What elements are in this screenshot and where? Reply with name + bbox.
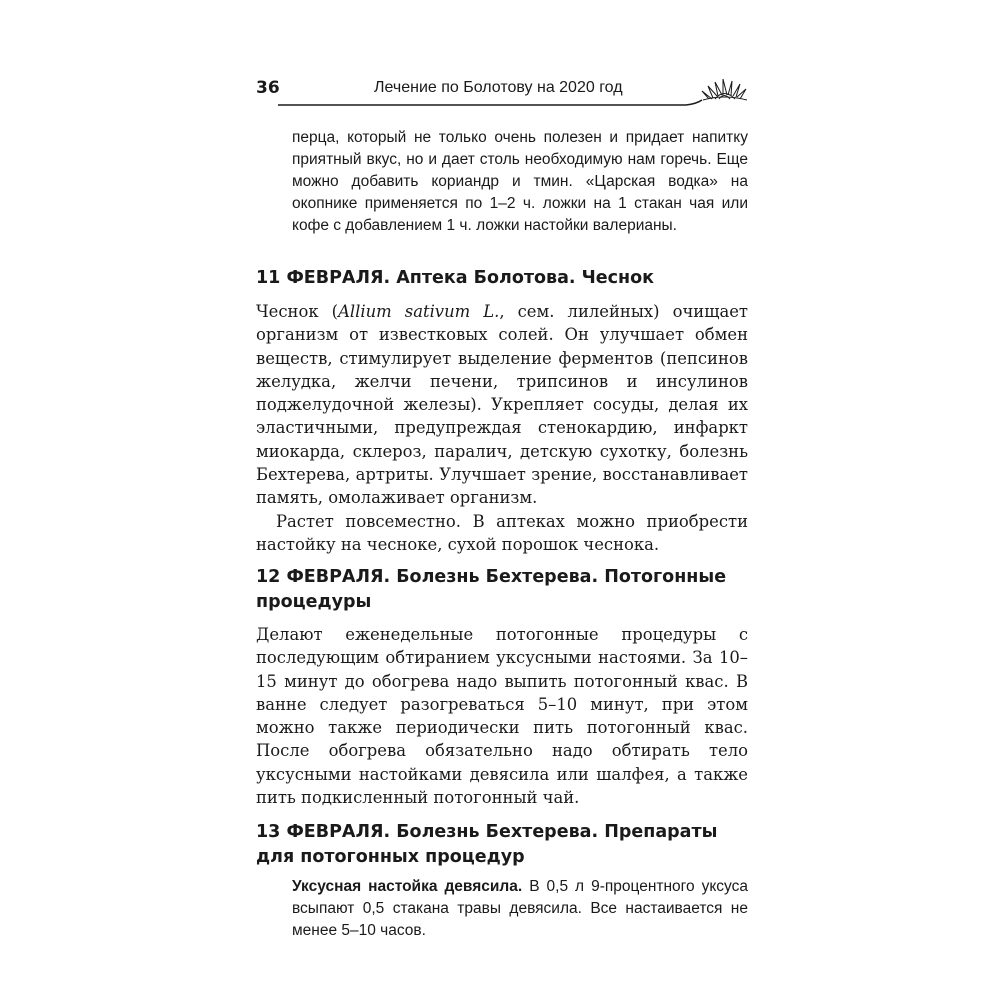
sunflower-logo-icon <box>699 74 749 106</box>
garlic-paragraph <box>256 300 748 510</box>
garlic-text-rest: , сем. лилейных) очищает организм от известковых солей. Он улучшает обмен веществ, стимулирует выделение ферментов (пепсинов желудка, желчи печени, трипсинов и инсулинов поджелудочной железы). Укрепляет сосуды, делая их эластичными, предупреждая стенокардию, инфаркт миокарда, склероз, паралич, детскую сухотку, болезнь Бехтерева, артриты. Улучшает зрение, восстанавливает память, омолаживает организм. <box>256 302 748 508</box>
heading-feb-12-line2: процедуры <box>256 592 372 612</box>
intro-text: перца, который не только очень полезен и придает напитку приятный вкус, но и дает столь необходимую нам горечь. Еще можно добавить кориандр и тмин. «Царская водка» на окопнике применяется по 1–2 ч. ложки на 1 стакан чая или кофе с добавлением 1 ч. ложки настойки валерианы. <box>292 129 748 234</box>
intro-paragraph <box>292 127 748 237</box>
heading-feb-12 <box>256 565 726 615</box>
recipe-title: Уксусная настойка девясила. <box>292 878 523 895</box>
garlic-latin-name: Allium sativum L. <box>338 302 500 321</box>
section-feb-11-body <box>256 300 748 556</box>
garlic-availability-paragraph: Растет повсеместно. В аптеках можно приобрести настойку на чесноке, сухой порошок чеснока. <box>256 511 748 554</box>
section-feb-12-body <box>256 623 748 809</box>
recipe-text <box>292 876 748 942</box>
running-title: Лечение по Болотову на 2020 год <box>374 79 623 96</box>
page-number: 36 <box>256 78 280 98</box>
recipe-paragraph <box>292 876 748 942</box>
garlic-text-start: Чеснок ( <box>256 302 339 321</box>
heading-feb-12-line1: 12 ФЕВРАЛЯ. Болезнь Бехтерева. Потогонные <box>256 567 727 587</box>
heading-feb-13-line1: 13 ФЕВРАЛЯ. Болезнь Бехтерева. Препараты <box>256 822 718 842</box>
heading-feb-11: 11 ФЕВРАЛЯ. Аптека Болотова. Чеснок <box>256 268 655 288</box>
sweat-procedures-paragraph: Делают еженедельные потогонные процедуры с последующим обтиранием уксусными настоями. За 10–15 минут до обогрева надо выпить потогонный квас. В ванне следует разогреваться 5–10 минут, при этом можно также периодически пить потогонный квас. После обогрева обязательно надо обтирать тело уксусными настойками девясила или шалфея, а также пить подкисленный потогонный чай. <box>256 625 748 808</box>
heading-feb-13 <box>256 820 717 870</box>
recipe-body: В 0,5 л 9-процентного уксуса всыпают 0,5 стакана травы девясила. Все настаивается не менее 5–10 часов. <box>292 878 748 939</box>
heading-feb-13-line2: для потогонных процедур <box>256 847 525 867</box>
page-header <box>256 74 756 114</box>
